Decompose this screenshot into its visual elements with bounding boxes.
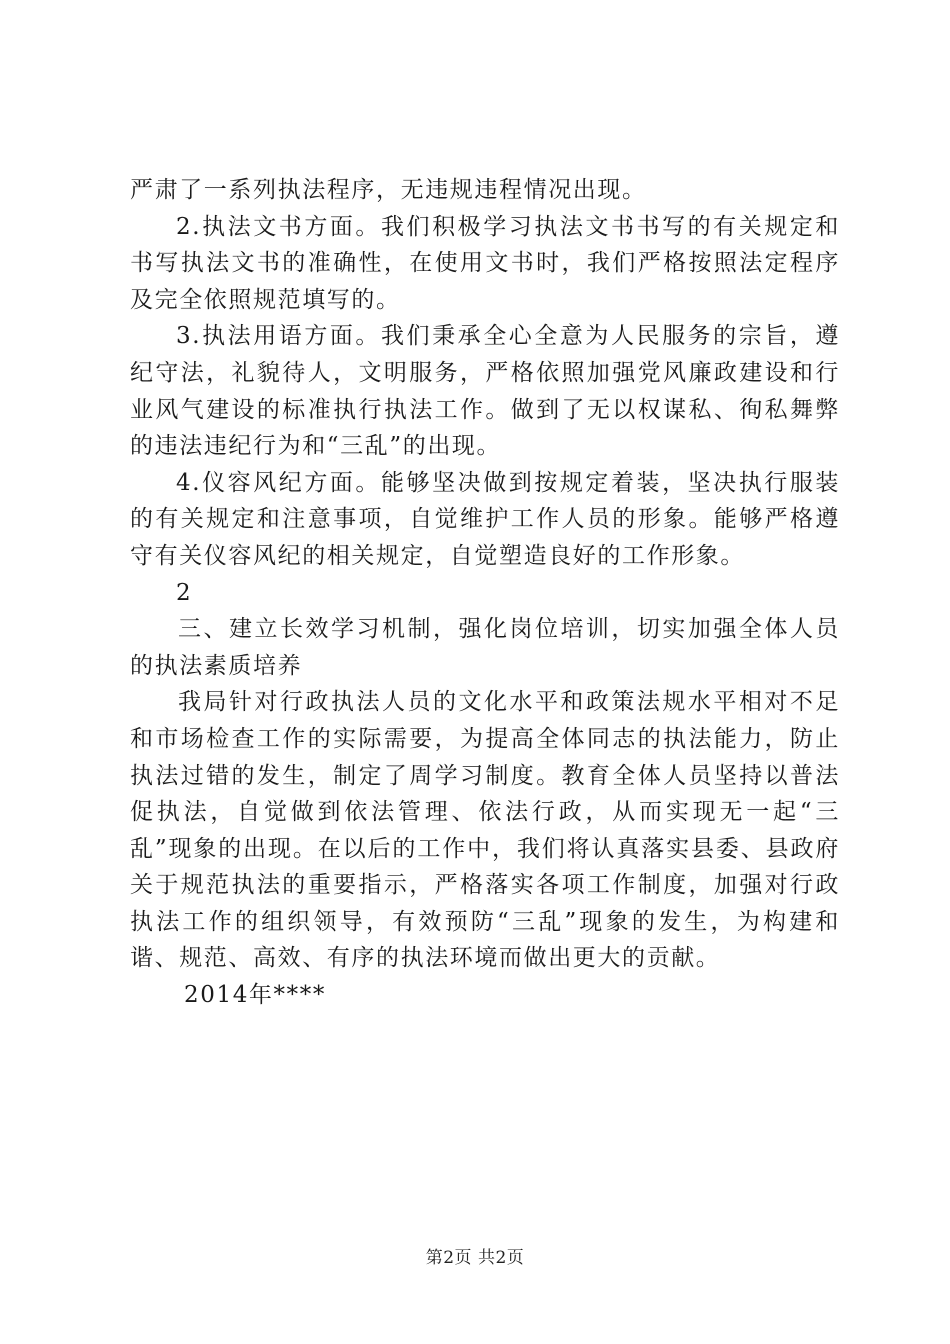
date-line: 2014年**** xyxy=(184,982,326,1009)
section-heading-learning-mechanism: 三、建立长效学习机制，强化岗位培训，切实加强全体人员的执法素质培养 xyxy=(130,616,840,679)
page-footer: 第2页 共2页 xyxy=(425,1248,525,1268)
paragraph-law-language: 3.执法用语方面。我们秉承全心全意为人民服务的宗旨，遵纪守法，礼貌待人，文明服务，严格依照加强党风廉政建设和行业风气建设的标准执行执法工作。做到了无以权谋私、徇私舞弊的违法违纪行为和“三乱”的出现。 xyxy=(130,323,840,460)
document-body xyxy=(130,172,840,1014)
paragraph-learning-system: 我局针对行政执法人员的文化水平和政策法规水平相对不足和市场检查工作的实际需要，为提高全体同志的执法能力，防止执法过错的发生，制定了周学习制度。教育全体人员坚持以普法促执法，自觉做到依法管理、依法行政，从而实现无一起“三乱”现象的出现。在以后的工作中，我们将认真落实县委、县政府关于规范执法的重要指示，严格落实各项工作制度，加强对行政执法工作的组织领导，有效预防“三乱”现象的发生，为构建和谐、规范、高效、有序的执法环境而做出更大的贡献。 xyxy=(130,689,840,972)
paragraph-appearance-discipline: 4.仪容风纪方面。能够坚决做到按规定着装，坚决执行服装的有关规定和注意事项，自觉维护工作人员的形象。能够严格遵守有关仪容风纪的相关规定，自觉塑造良好的工作形象。 xyxy=(130,469,840,569)
stray-number: 2 xyxy=(176,579,193,606)
paragraph-continuation: 严肃了一系列执法程序，无违规违程情况出现。 xyxy=(130,177,647,203)
paragraph-law-documents: 2.执法文书方面。我们积极学习执法文书书写的有关规定和书写执法文书的准确性，在使用文书时，我们严格按照法定程序及完全依照规范填写的。 xyxy=(130,213,840,313)
